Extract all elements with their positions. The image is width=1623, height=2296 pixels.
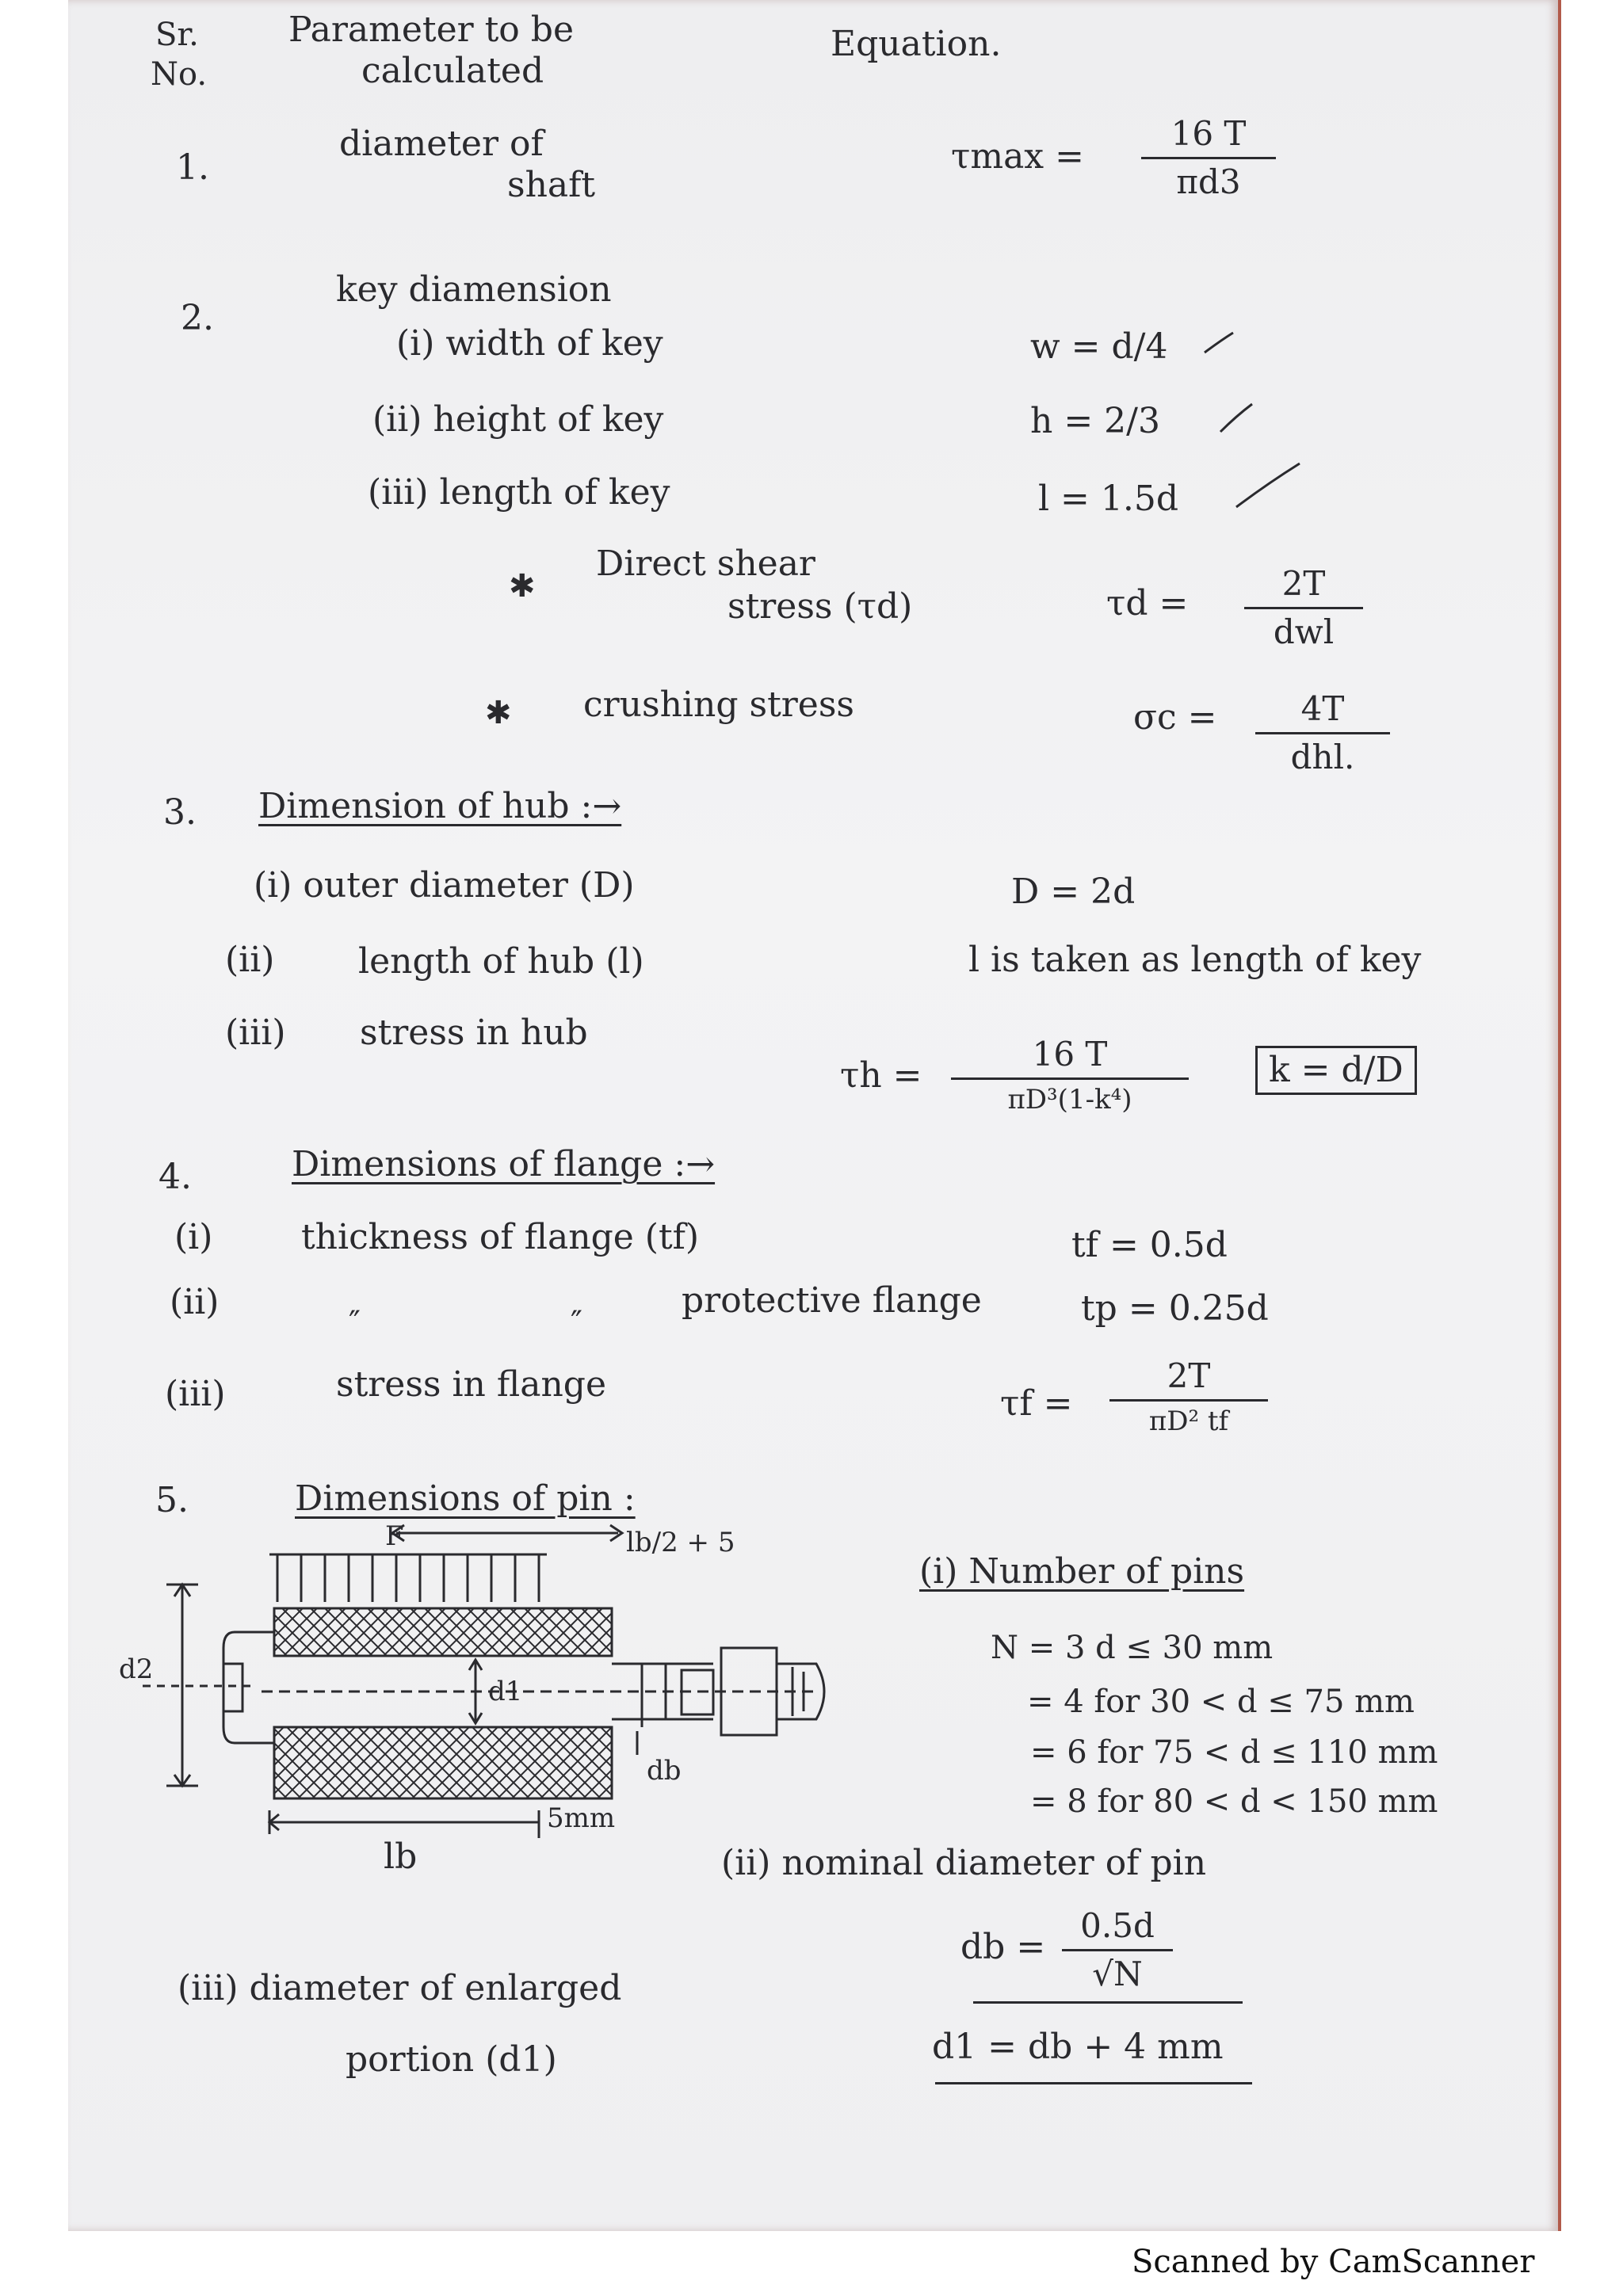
item2-eq2: h = 2/3 [1030,401,1160,441]
item3-eq3-den: πD³(1-k⁴) [1007,1084,1132,1116]
item3-sub3: stress in hub [360,1013,588,1053]
item1-eq-num: 16 T [1141,117,1276,159]
header-equation: Equation. [831,24,1002,64]
item3-eq1: D = 2d [1011,871,1136,912]
fig-lb: lb [384,1836,418,1877]
fig-db: db [647,1755,682,1787]
item5-db-fraction [1062,1906,1173,1993]
item4-eq3-lhs: τf = [1000,1383,1073,1424]
item2-crush-lhs: σc = [1133,697,1217,738]
item2-eq3: l = 1.5d [1038,479,1179,519]
item4-sub3-num: (iii) [165,1374,226,1414]
item1-label-1: diameter of [339,124,544,164]
item4-eq3-den: πD² tf [1148,1405,1229,1437]
item5-db-den: √N [1092,1955,1143,1993]
item4-sub1: thickness of flange (tf) [301,1217,700,1257]
item4-ditto-1: ″ [349,1305,361,1341]
item1-eq-lhs: τmax = [951,136,1084,177]
item5-pins-title: (i) Number of pins [919,1551,1245,1592]
item2-sub2: (ii) height of key [372,399,664,440]
fig-force: F [385,1520,404,1552]
item3-sub2-num: (ii) [225,940,275,980]
fig-d2: d2 [119,1653,154,1685]
item5-db-lhs: db = [960,1927,1046,1967]
item5-title: Dimensions of pin : [295,1478,636,1519]
fig-d1: d1 [488,1676,523,1707]
item2-eq1: w = d/4 [1030,326,1168,367]
header-no: No. [151,56,208,93]
item3-title: Dimension of hub :→ [258,786,622,826]
fig-5mm: 5mm [547,1802,616,1834]
header-param-2: calculated [361,51,544,91]
fig-lb-half: lb/2 + 5 [626,1527,735,1558]
header-sr: Sr. [155,17,199,53]
load-arrows [277,1554,539,1602]
item4-sub2: protective flange [682,1280,982,1321]
item2-shear-1: Direct shear [596,543,815,584]
item5-db-num: 0.5d [1062,1909,1173,1951]
item5-nominal: (ii) nominal diameter of pin [721,1843,1207,1883]
item3-eq3-num: 16 T [951,1038,1189,1080]
item3-number: 3. [163,792,197,833]
item1-label-2: shaft [507,165,596,205]
item2-shear-den: dwl [1273,612,1335,651]
item2-shear-2: stress (τd) [727,586,913,627]
item5-enlarged-1: (iii) diameter of enlarged [178,1968,622,2008]
item4-number: 4. [158,1157,192,1197]
item2-sub3: (iii) length of key [368,472,670,513]
item3-boxed-ratio: k = d/D [1255,1046,1417,1095]
item2-crush-den: dhl. [1290,738,1355,776]
item1-eq-den: πd3 [1176,162,1241,201]
header-param-1: Parameter to be [288,10,574,50]
item4-sub1-num: (i) [174,1217,213,1257]
item2-bullet-2: ✱ [485,695,512,731]
item5-pins-row-4: = 8 for 80 < d < 150 mm [1030,1783,1438,1820]
item3-eq3-lhs: τh = [840,1055,922,1096]
item5-underline-2 [935,2082,1252,2084]
item2-number: 2. [181,298,214,338]
item4-eq3-num: 2T [1109,1360,1268,1402]
item2-crush-label: crushing stress [583,685,854,725]
item2-crush-num: 4T [1255,692,1390,734]
item5-pins-row-1: N = 3 d ≤ 30 mm [991,1630,1274,1666]
item4-sub2-num: (ii) [170,1282,220,1322]
item2-shear-lhs: τd = [1106,583,1189,624]
item2-shear-num: 2T [1244,567,1363,609]
item2-sub1: (i) width of key [396,323,663,364]
item5-pins-row-2: = 4 for 30 < d ≤ 75 mm [1027,1684,1415,1720]
item4-eq2: tp = 0.25d [1081,1288,1269,1329]
item5-pins-row-3: = 6 for 75 < d ≤ 110 mm [1030,1734,1438,1771]
item5-enlarged-2: portion (d1) [346,2039,557,2080]
scanner-watermark: Scanned by CamScanner [1132,2244,1535,2280]
item4-ditto-2: ″ [571,1305,582,1341]
item4-title: Dimensions of flange :→ [292,1144,716,1184]
item2-bullet-1: ✱ [509,568,536,605]
item3-eq2: l is taken as length of key [968,940,1422,980]
item4-sub3: stress in flange [336,1364,606,1405]
item5-number: 5. [155,1480,189,1520]
item3-sub2: length of hub (l) [358,941,644,982]
item5-d1-eq: d1 = db + 4 mm [932,2027,1224,2067]
item4-eq1: tf = 0.5d [1071,1225,1228,1265]
item2-label: key diamension [336,269,612,310]
item3-sub3-num: (iii) [225,1013,286,1053]
item1-number: 1. [176,147,209,188]
item3-sub1: (i) outer diameter (D) [254,865,635,906]
item5-underline-1 [973,2001,1243,2004]
